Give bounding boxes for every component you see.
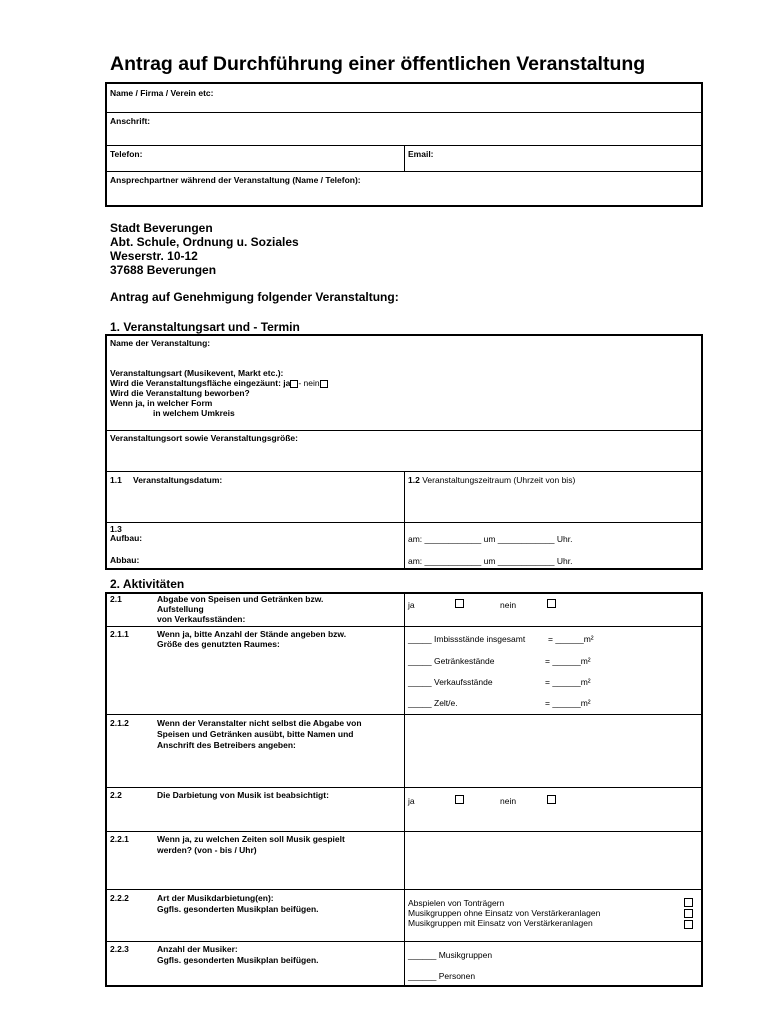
musician-persons[interactable]: ______ Personen (408, 971, 476, 981)
event-name-label: Name der Veranstaltung: (110, 338, 211, 348)
recipient-line2: Abt. Schule, Ordnung u. Soziales (110, 235, 299, 249)
teardown-label: Abbau: (110, 555, 140, 565)
period-num: 1.2 (408, 475, 420, 485)
row-2-2-no-checkbox[interactable] (547, 795, 556, 804)
row-2-1-yes: ja (408, 600, 415, 610)
row-2-2-2-num: 2.2.2 (110, 893, 129, 903)
row-2-1-no: nein (500, 600, 517, 610)
location-label: Veranstaltungsort sowie Veranstaltungsgröße: (110, 433, 298, 443)
recipient-line3: Weserstr. 10-12 (110, 249, 198, 263)
setup-label: Aufbau: (110, 533, 143, 543)
row-2-2-yes: ja (408, 796, 415, 806)
row-2-1-num: 2.1 (110, 594, 122, 604)
stand-sales[interactable]: _____ Verkaufsstände (408, 677, 493, 687)
row-2-1-q1: Abgabe von Speisen und Getränken bzw. (157, 594, 324, 604)
request-heading: Antrag auf Genehmigung folgender Veranstaltung: (110, 290, 399, 304)
stand-tent[interactable]: _____ Zelt/e. (408, 698, 458, 708)
row-2-2-1-num: 2.2.1 (110, 834, 129, 844)
row-2-1-1-q1: Wenn ja, bitte Anzahl der Stände angeben bzw. (157, 629, 347, 639)
stand-sales-unit[interactable]: = ______m² (545, 677, 591, 687)
row-2-2-2-q1: Art der Musikdarbietung(en): (157, 893, 274, 903)
email-field[interactable]: Email: (408, 149, 434, 159)
row-2-2-1-q2: werden? (von - bis / Uhr) (157, 845, 257, 855)
stand-imbiss[interactable]: _____ Imbissstände insgesamt (408, 634, 526, 644)
name-field[interactable]: Name / Firma / Verein etc: (110, 88, 214, 98)
row-2-1-no-checkbox[interactable] (547, 599, 556, 608)
music-type-amplified: Musikgruppen mit Einsatz von Verstärkeranlagen (408, 918, 593, 928)
recipient-line1: Stadt Beverungen (110, 221, 213, 235)
row-2-1-2-q1: Wenn der Veranstalter nicht selbst die Abgabe von (157, 718, 362, 728)
fenced-question: Wird die Veranstaltungsfläche eingezäunt: ja (110, 378, 291, 388)
music-amplified-checkbox[interactable] (684, 920, 693, 929)
stand-drinks-unit[interactable]: = ______m² (545, 656, 591, 666)
row-2-1-2-q3: Anschrift des Betreibers angeben: (157, 740, 296, 750)
row-2-1-yes-checkbox[interactable] (455, 599, 464, 608)
contact-field[interactable]: Ansprechpartner während der Veranstaltung (Name / Telefon): (110, 175, 361, 185)
radius-label: in welchem Umkreis (153, 408, 235, 418)
musician-groups[interactable]: ______ Musikgruppen (408, 950, 493, 960)
row-2-2-3-q2: Ggfls. gesonderten Musikplan beifügen. (157, 955, 319, 965)
setup-time-field[interactable]: am: ____________ um ____________ Uhr. (408, 534, 573, 544)
music-type-unplugged: Musikgruppen ohne Einsatz von Verstärkeranlagen (408, 908, 601, 918)
fenced-no-label: - nein (298, 378, 320, 388)
row-2-2-q1: Die Darbietung von Musik ist beabsichtigt: (157, 790, 329, 800)
row-2-2-3-q1: Anzahl der Musiker: (157, 944, 238, 954)
row-2-2-yes-checkbox[interactable] (455, 795, 464, 804)
stand-imbiss-unit[interactable]: = ______m² (548, 634, 594, 644)
row-2-1-2-q2: Speisen und Getränken ausübt, bitte Namen und (157, 729, 354, 739)
row-2-1-q3: von Verkaufsständen: (157, 614, 246, 624)
teardown-time-field[interactable]: am: ____________ um ____________ Uhr. (408, 556, 573, 566)
address-field[interactable]: Anschrift: (110, 116, 151, 126)
fenced-no-checkbox[interactable] (320, 380, 328, 388)
event-type-label: Veranstaltungsart (Musikevent, Markt etc.): (110, 368, 284, 378)
music-unplugged-checkbox[interactable] (684, 909, 693, 918)
row-2-1-1-num: 2.1.1 (110, 629, 129, 639)
recipient-line4: 37688 Beverungen (110, 263, 217, 277)
row-2-2-3-num: 2.2.3 (110, 944, 129, 954)
row-2-2-num: 2.2 (110, 790, 122, 800)
stand-tent-unit[interactable]: = ______m² (545, 698, 591, 708)
row-2-2-no: nein (500, 796, 517, 806)
music-type-recorded: Abspielen von Tonträgern (408, 898, 505, 908)
section2-heading: 2. Aktivitäten (110, 577, 185, 591)
row-2-2-2-q2: Ggfls. gesonderten Musikplan beifügen. (157, 904, 319, 914)
row-2-2-1-q1: Wenn ja, zu welchen Zeiten soll Musik gespielt (157, 834, 345, 844)
date-label: Veranstaltungsdatum: (133, 475, 223, 485)
form-label: Wenn ja, in welcher Form (110, 398, 213, 408)
music-recorded-checkbox[interactable] (684, 898, 693, 907)
row-2-1-2-num: 2.1.2 (110, 718, 129, 728)
row-2-1-q2: Aufstellung (157, 604, 204, 614)
date-num: 1.1 (110, 475, 122, 485)
stand-drinks[interactable]: _____ Getränkestände (408, 656, 495, 666)
section1-heading: 1. Veranstaltungsart und - Termin (110, 320, 300, 334)
row-2-1-1-q2: Größe des genutzten Raumes: (157, 639, 280, 649)
page-title: Antrag auf Durchführung einer öffentlichen Veranstaltung (110, 53, 646, 75)
setup-num: 1.3 (110, 524, 122, 534)
fenced-label (110, 378, 328, 388)
period-label (408, 475, 575, 485)
catered-label: Wird die Veranstaltung beworben? (110, 388, 250, 398)
phone-field[interactable]: Telefon: (110, 149, 143, 159)
period-text: Veranstaltungszeitraum (Uhrzeit von bis) (422, 475, 576, 485)
